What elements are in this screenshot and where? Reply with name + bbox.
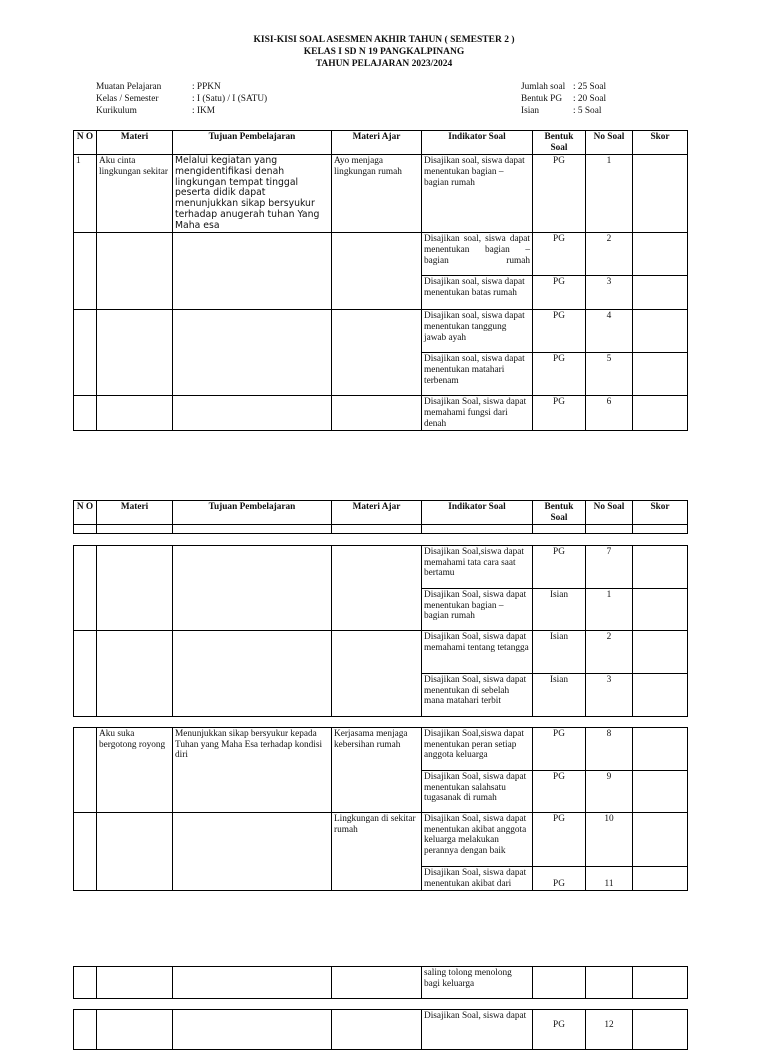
cell-bentuk: PG [533, 728, 586, 771]
table-row [74, 967, 688, 999]
meta-value: : 25 Soal [573, 82, 607, 92]
cell-skor [633, 353, 688, 396]
cell-bentuk: Isian [533, 631, 586, 674]
cell-skor [633, 967, 688, 999]
cell-skor [633, 813, 688, 867]
cell-skor [633, 310, 688, 353]
meta-label: Muatan Pelajaran [96, 82, 162, 92]
cell-no [74, 631, 97, 717]
cell-bentuk: PG [533, 233, 586, 276]
meta-value: : PPKN [192, 82, 221, 92]
cell-tujuan: Menunjukkan sikap bersyukur kepada Tuhan yang Maha Esa terhadap kondisi diri [173, 728, 332, 813]
cell-no-soal [586, 525, 633, 534]
cell-materi [97, 546, 173, 631]
cell-skor [633, 771, 688, 813]
cell-bentuk: PG [533, 276, 586, 310]
col-header-no-soal: No Soal [586, 501, 633, 525]
cell-bentuk: PG [533, 867, 586, 891]
col-header-materi: Materi [97, 501, 173, 525]
table-header-row [74, 131, 688, 155]
col-header-tujuan: Tujuan Pembelajaran [173, 131, 332, 155]
kisi-table-2 [73, 500, 688, 534]
meta-value: : IKM [192, 106, 215, 116]
table-row [74, 546, 688, 589]
cell-bentuk [533, 967, 586, 999]
kisi-table-4 [73, 727, 688, 891]
cell-materi [97, 813, 173, 891]
cell-no-soal: 6 [586, 396, 633, 431]
cell-no-soal: 1 [586, 155, 633, 233]
cell-indikator: Disajikan Soal, siswa dapat menentukan akibat anggota keluarga melakukan perannya dengan baik [422, 813, 533, 867]
cell-indikator: Disajikan Soal, siswa dapat menentukan di sebelah mana matahari terbit [422, 674, 533, 717]
meta-value: : 5 Soal [573, 106, 602, 116]
col-header-skor: Skor [633, 501, 688, 525]
meta-label: Isian [521, 106, 540, 116]
cell-indikator: saling tolong menolong bagi keluarga [422, 967, 533, 999]
meta-label: Kelas / Semester [96, 94, 159, 104]
cell-skor [633, 674, 688, 717]
cell-tujuan [173, 525, 332, 534]
cell-skor [633, 525, 688, 534]
cell-indikator: Disajikan soal, siswa dapat menentukan bagian – bagian rumah [422, 233, 533, 276]
col-header-materi: Materi [97, 131, 173, 155]
meta-value: : I (Satu) / I (SATU) [192, 94, 268, 104]
cell-bentuk: PG [533, 353, 586, 396]
cell-no: 1 [74, 155, 97, 233]
cell-materi: Aku cinta lingkungan sekitar [97, 155, 173, 233]
cell-bentuk: PG [533, 396, 586, 431]
cell-indikator: Disajikan soal, siswa dapat menentukan bagian – bagian rumah [422, 155, 533, 233]
cell-indikator: Disajikan Soal,siswa dapat memahami tata cara saat bertamu [422, 546, 533, 589]
cell-materi-ajar [332, 1010, 422, 1050]
kisi-table-3 [73, 545, 688, 717]
cell-indikator: Disajikan Soal, siswa dapat menentukan salahsatu tugasanak di rumah [422, 771, 533, 813]
cell-tujuan [173, 631, 332, 717]
cell-materi-ajar: Lingkungan di sekitar rumah [332, 813, 422, 891]
cell-materi-ajar: Ayo menjaga lingkungan rumah [332, 155, 422, 233]
meta-value: : 20 Soal [573, 94, 607, 104]
cell-indikator: Disajikan Soal, siswa dapat [422, 1010, 533, 1050]
cell-materi [97, 310, 173, 396]
cell-no [74, 310, 97, 396]
cell-materi-ajar [332, 546, 422, 631]
cell-bentuk: Isian [533, 674, 586, 717]
cell-no-soal: 1 [586, 589, 633, 631]
cell-tujuan [173, 546, 332, 631]
cell-bentuk: PG [533, 1010, 586, 1050]
cell-indikator: Disajikan Soal, siswa dapat memahami fungsi dari denah [422, 396, 533, 431]
table-row [74, 1010, 688, 1050]
cell-materi [97, 233, 173, 310]
cell-bentuk: PG [533, 155, 586, 233]
cell-no-soal: 11 [586, 867, 633, 891]
cell-no [74, 525, 97, 534]
cell-no-soal: 3 [586, 674, 633, 717]
cell-materi: Aku suka bergotong royong [97, 728, 173, 813]
table-row [74, 396, 688, 431]
col-header-materi-ajar: Materi Ajar [332, 131, 422, 155]
col-header-indikator: Indikator Soal [422, 501, 533, 525]
cell-bentuk: PG [533, 771, 586, 813]
cell-skor [633, 546, 688, 589]
cell-indikator: Disajikan Soal, siswa dapat menentukan bagian – bagian rumah [422, 589, 533, 631]
cell-no [74, 728, 97, 813]
col-header-no: N O [74, 131, 97, 155]
cell-skor [633, 1010, 688, 1050]
cell-tujuan: Melalui kegiatan yang mengidentifikasi denah lingkungan tempat tinggal peserta didik dapat menunjukkan sikap bersyukur terhadap anugerah tuhan Yang Maha esa [173, 155, 332, 233]
cell-indikator: Disajikan soal, siswa dapat menentukan tanggung jawab ayah [422, 310, 533, 353]
cell-materi-ajar [332, 967, 422, 999]
cell-no-soal: 7 [586, 546, 633, 589]
meta-label: Bentuk PG [521, 94, 563, 104]
cell-materi-ajar: Kerjasama menjaga kebersihan rumah [332, 728, 422, 813]
cell-skor [633, 233, 688, 276]
cell-materi-ajar [332, 310, 422, 396]
cell-skor [633, 728, 688, 771]
cell-materi-ajar [332, 525, 422, 534]
cell-indikator: Disajikan Soal, siswa dapat memahami tentang tetangga [422, 631, 533, 674]
cell-tujuan [173, 233, 332, 310]
cell-no-soal [586, 967, 633, 999]
col-header-bentuk: Bentuk Soal [533, 131, 586, 155]
col-header-skor: Skor [633, 131, 688, 155]
cell-skor [633, 396, 688, 431]
cell-materi [97, 967, 173, 999]
cell-tujuan [173, 1010, 332, 1050]
table-row [74, 233, 688, 276]
cell-materi [97, 631, 173, 717]
table-row [74, 728, 688, 771]
cell-materi-ajar [332, 396, 422, 431]
cell-no-soal: 2 [586, 631, 633, 674]
cell-indikator: Disajikan Soal,siswa dapat menentukan peran setiap anggota keluarga [422, 728, 533, 771]
cell-tujuan [173, 396, 332, 431]
cell-skor [633, 631, 688, 674]
cell-no-soal: 5 [586, 353, 633, 396]
table-row [74, 155, 688, 233]
meta-label: Jumlah soal [521, 82, 566, 92]
cell-materi [97, 525, 173, 534]
kisi-table-6 [73, 1009, 688, 1050]
cell-materi [97, 1010, 173, 1050]
table-row [74, 310, 688, 353]
cell-bentuk: PG [533, 310, 586, 353]
kisi-table-5 [73, 966, 688, 999]
cell-no-soal: 3 [586, 276, 633, 310]
cell-skor [633, 276, 688, 310]
cell-skor [633, 155, 688, 233]
cell-materi-ajar [332, 631, 422, 717]
cell-no-soal: 8 [586, 728, 633, 771]
cell-no [74, 813, 97, 891]
meta-label: Kurikulum [96, 106, 137, 116]
table-header-row [74, 501, 688, 525]
cell-no-soal: 4 [586, 310, 633, 353]
cell-tujuan [173, 967, 332, 999]
doc-title-line-3: TAHUN PELAJARAN 2023/2024 [315, 59, 453, 69]
col-header-tujuan: Tujuan Pembelajaran [173, 501, 332, 525]
col-header-no: N O [74, 501, 97, 525]
doc-title-line-2: KELAS I SD N 19 PANGKALPINANG [303, 47, 465, 57]
cell-no [74, 233, 97, 310]
cell-bentuk: PG [533, 813, 586, 867]
table-row [74, 813, 688, 867]
cell-no [74, 396, 97, 431]
col-header-no-soal: No Soal [586, 131, 633, 155]
cell-indikator [422, 525, 533, 534]
cell-skor [633, 589, 688, 631]
cell-skor [633, 867, 688, 891]
cell-bentuk [533, 525, 586, 534]
table-row [74, 631, 688, 674]
col-header-indikator: Indikator Soal [422, 131, 533, 155]
cell-materi [97, 396, 173, 431]
cell-tujuan [173, 813, 332, 891]
cell-no-soal: 9 [586, 771, 633, 813]
cell-no [74, 1010, 97, 1050]
kisi-table-1 [73, 130, 688, 431]
cell-indikator: Disajikan soal, siswa dapat menentukan matahari terbenam [422, 353, 533, 396]
cell-no [74, 967, 97, 999]
cell-indikator: Disajikan Soal, siswa dapat menentukan akibat dari [422, 867, 533, 891]
cell-no [74, 546, 97, 631]
cell-materi-ajar [332, 233, 422, 310]
table-row [74, 525, 688, 534]
col-header-materi-ajar: Materi Ajar [332, 501, 422, 525]
cell-bentuk: Isian [533, 589, 586, 631]
cell-indikator: Disajikan soal, siswa dapat menentukan batas rumah [422, 276, 533, 310]
cell-bentuk: PG [533, 546, 586, 589]
col-header-bentuk: Bentuk Soal [533, 501, 586, 525]
cell-no-soal: 12 [586, 1010, 633, 1050]
cell-tujuan [173, 310, 332, 396]
cell-no-soal: 10 [586, 813, 633, 867]
doc-title-line-1: KISI-KISI SOAL ASESMEN AKHIR TAHUN ( SEMESTER 2 ) [253, 35, 515, 45]
cell-no-soal: 2 [586, 233, 633, 276]
